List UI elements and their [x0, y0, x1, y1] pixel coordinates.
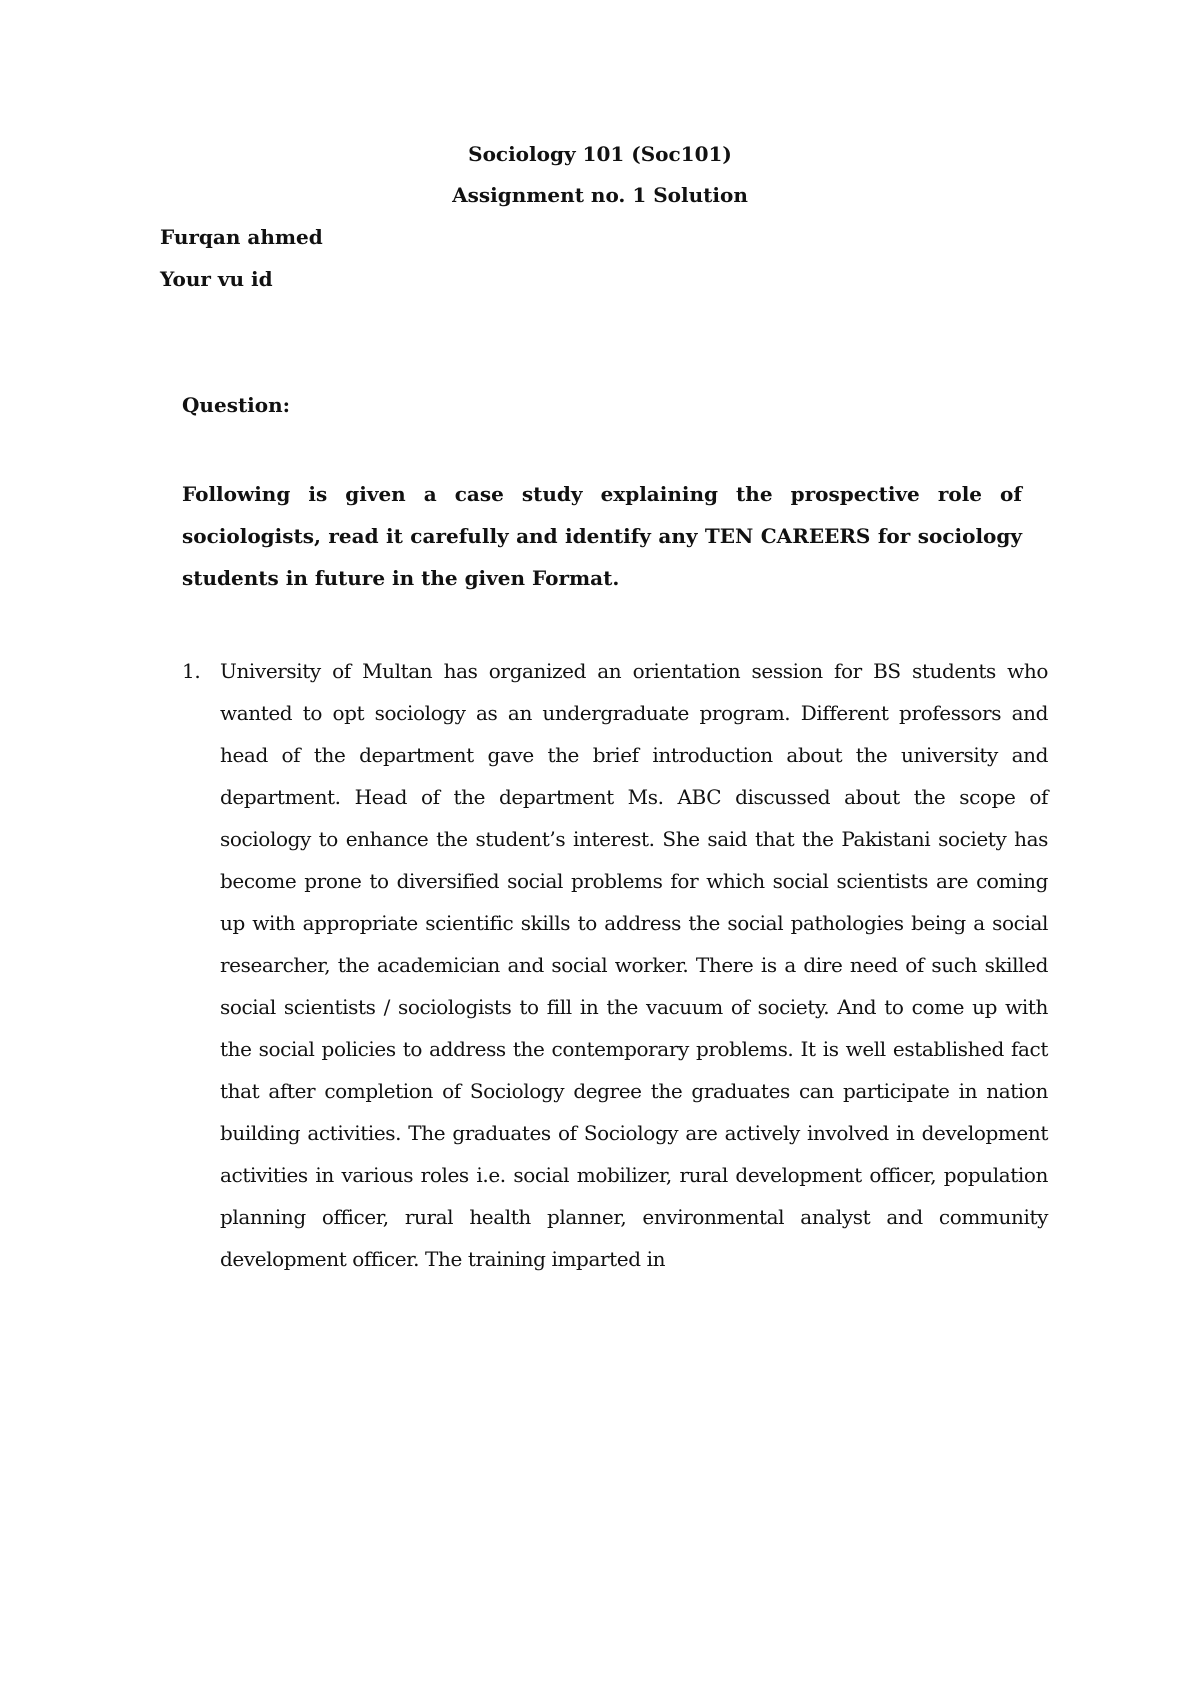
student-id: Your vu id [160, 267, 273, 291]
question-text: Following is given a case study explaining the prospective role of sociologists, read it carefully and identify any TEN CAREERS for sociology students in future in the given Format. [182, 482, 1022, 590]
case-study-number: 1. [182, 659, 201, 683]
document-subtitle: Assignment no. 1 Solution [452, 183, 748, 207]
question-label: Question: [182, 393, 291, 417]
case-study-item [182, 650, 1048, 1280]
student-name: Furqan ahmed [160, 225, 323, 249]
case-study-text: University of Multan has organized an orientation session for BS students who wanted to opt sociology as an undergraduate program. Different professors and head of the department gave the brief introduction about the university and department. Head of the department Ms. ABC discussed about the scope of sociology to enhance the student’s interest. She said that the Pakistani society has become prone to diversified social problems for which social scientists are coming up with appropriate scientific skills to address the social pathologies being a social researcher, the academician and social worker. There is a dire need of such skilled social scientists / sociologists to fill in the vacuum of society. And to come up with the social policies to address the contemporary problems. It is well established fact that after completion of Sociology degree the graduates can participate in nation building activities. The graduates of Sociology are actively involved in development activities in various roles i.e. social mobilizer, rural development officer, population planning officer, rural health planner, environmental analyst and community development officer. The training imparted in [220, 659, 1048, 1271]
case-study-list [182, 650, 1048, 1280]
document-title: Sociology 101 (Soc101) [468, 142, 732, 166]
